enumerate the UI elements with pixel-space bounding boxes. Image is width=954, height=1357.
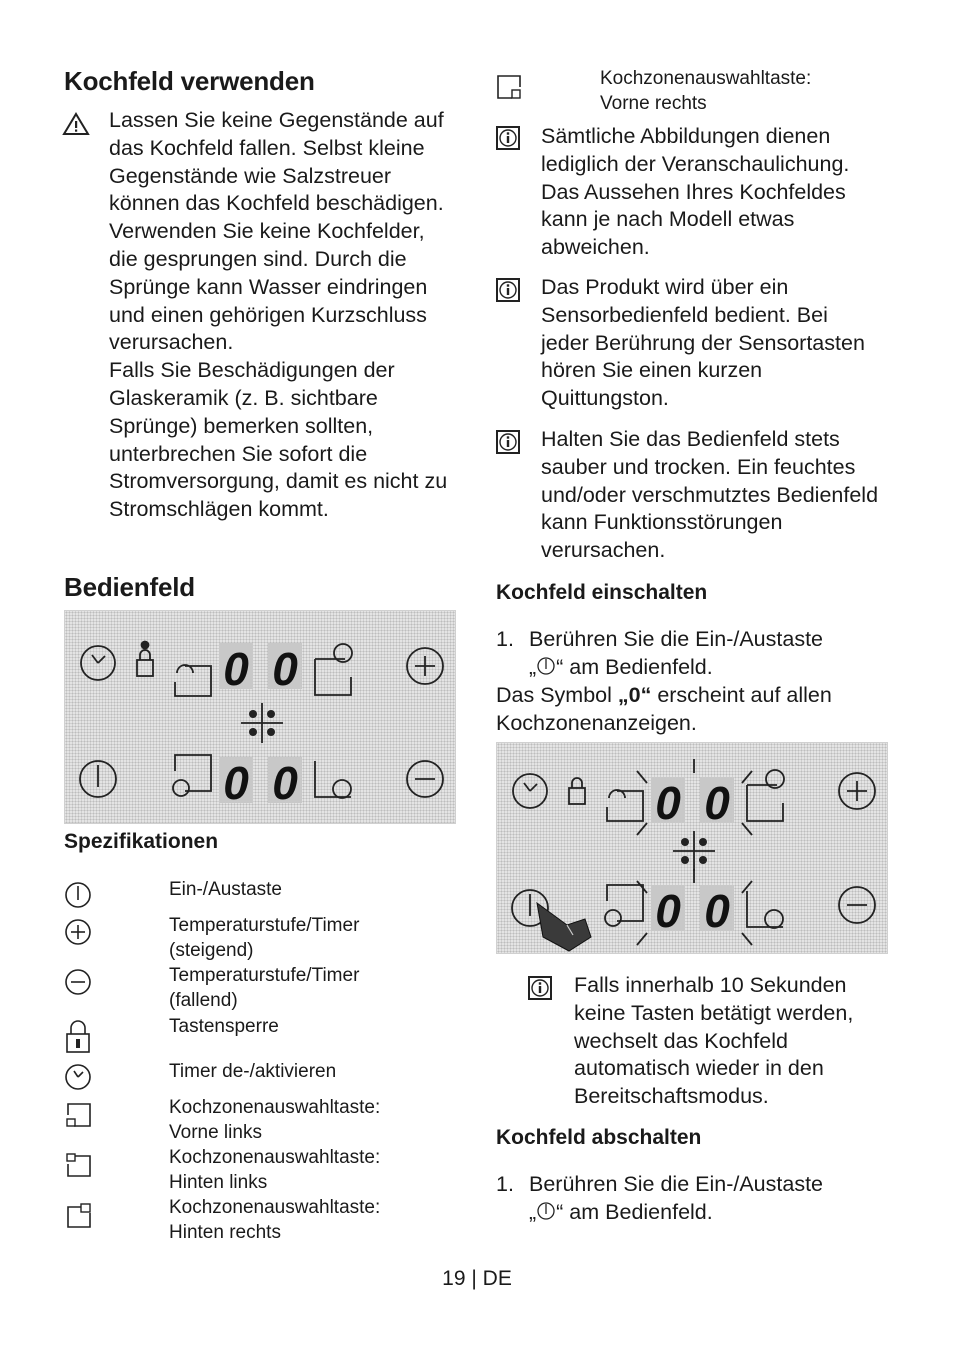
lock-icon (64, 1017, 94, 1055)
power-icon (536, 1201, 556, 1221)
section-title-kochfeld-abschalten: Kochfeld abschalten (496, 1126, 702, 1149)
control-panel-active-drawing (497, 743, 887, 953)
info-icon (496, 278, 520, 302)
language-code: DE (482, 1267, 512, 1290)
warning-icon (62, 112, 90, 136)
spec-item: Timer de-/aktivieren (169, 1061, 337, 1082)
plus-icon (64, 917, 94, 947)
section-title-kochfeld-verwenden: Kochfeld verwenden (64, 66, 315, 96)
spec-item: Kochzonenauswahltaste: Hinten rechts (169, 1197, 381, 1243)
switch-off-instructions: 1. Berühren Sie die Ein-/Austaste „ “ am Bedienfeld. (496, 1172, 823, 1224)
zone-rear-right-icon (64, 1200, 94, 1230)
section-title-bedienfeld: Bedienfeld (64, 572, 195, 602)
info-text: Sämtliche Abbildungen dienen lediglich der Veranschaulichung. Das Aussehen Ihres Kochfeldes kann je nach Modell etwas abweichen. (541, 124, 850, 260)
switch-on-instructions: 1. Berühren Sie die Ein-/Austaste „ “ am Bedienfeld. Das Symbol „0“ erscheint auf allen Kochzonenanzeigen. (496, 627, 832, 735)
display-digit: 0 (223, 757, 249, 809)
lock-icon (137, 642, 153, 677)
zone-rear-left-icon (64, 1150, 94, 1180)
info-icon (496, 126, 520, 150)
display-digit: 0 (272, 643, 298, 695)
spec-item: Temperaturstufe/Timer (fallend) (169, 965, 360, 1011)
display-digit: 0 (704, 777, 730, 829)
page-footer (0, 1267, 954, 1291)
control-panel-drawing (65, 611, 455, 823)
zone-front-left-icon (175, 755, 211, 791)
display-digit: 0 (223, 643, 249, 695)
spec-item: Tastensperre (169, 1016, 279, 1037)
display-digit: 0 (272, 757, 298, 809)
warning-paragraph: Lassen Sie keine Gegenstände auf das Kochfeld fallen. Selbst kleine Gegenstände wie Salzstreuer können das Kochfeld beschädigen. (109, 108, 444, 216)
section-title-kochfeld-einschalten: Kochfeld einschalten (496, 581, 708, 604)
info-icon (496, 430, 520, 454)
step-number: 1. (496, 1172, 514, 1196)
display-digit: 0 (655, 885, 681, 937)
control-panel-illustration (64, 610, 456, 824)
spec-item: Kochzonenauswahltaste: Hinten links (169, 1147, 381, 1193)
page-number: 19 (442, 1267, 466, 1290)
display-digit: 0 (704, 885, 730, 937)
zone-front-right-icon (494, 72, 524, 102)
zone-rear-right-icon (315, 659, 351, 695)
spec-item: Kochzonenauswahltaste: Vorne links (169, 1097, 381, 1143)
spec-item: Temperaturstufe/Timer (steigend) (169, 915, 360, 961)
control-panel-active-illustration (496, 742, 888, 954)
warning-paragraph: Falls Sie Beschädigungen der Glaskeramik (z. B. sichtbare Sprünge) bemerken sollten, unterbrechen Sie sofort die Stromversorgung, damit es nicht zu Stromschlägen kommt. (109, 358, 448, 522)
timer-icon (64, 1062, 94, 1092)
spec-item: Ein-/Austaste (169, 879, 282, 900)
power-icon (64, 880, 94, 910)
step-text: Berühren Sie die Ein-/Austaste (529, 627, 823, 651)
warning-text (109, 107, 459, 524)
pointing-hand-icon (537, 903, 591, 951)
spec-item: Kochzonenauswahltaste: Vorne rechts (600, 68, 812, 114)
warning-paragraph: Verwenden Sie keine Kochfelder, die gesprungen sind. Durch die Sprünge kann Wasser eindringen und einen gehörigen Kurzschluss verursachen. (109, 219, 428, 355)
display-digit: 0 (655, 777, 681, 829)
zone-front-left-icon (64, 1100, 94, 1130)
zone-rear-left-icon (175, 665, 211, 696)
step-text: Berühren Sie die Ein-/Austaste (529, 1172, 823, 1196)
info-text: Halten Sie das Bedienfeld stets sauber und trocken. Ein feuchtes und/oder verschmutztes Bedienfeld kann Funktionsstörungen verursachen. (541, 427, 879, 563)
power-icon (536, 656, 556, 676)
info-icon (528, 976, 552, 1000)
section-title-spezifikationen: Spezifikationen (64, 830, 219, 853)
step-number: 1. (496, 627, 514, 651)
footer-separator: | (471, 1267, 477, 1290)
info-text: Falls innerhalb 10 Sekunden keine Tasten betätigt werden, wechselt das Kochfeld automatisch wieder in den Bereitschaftsmodus. (574, 973, 854, 1109)
minus-icon (64, 967, 94, 997)
info-text: Das Produkt wird über ein Sensorbedienfeld bedient. Bei jeder Berührung der Sensortasten hören Sie einen kurzen Quittungston. (541, 275, 865, 411)
